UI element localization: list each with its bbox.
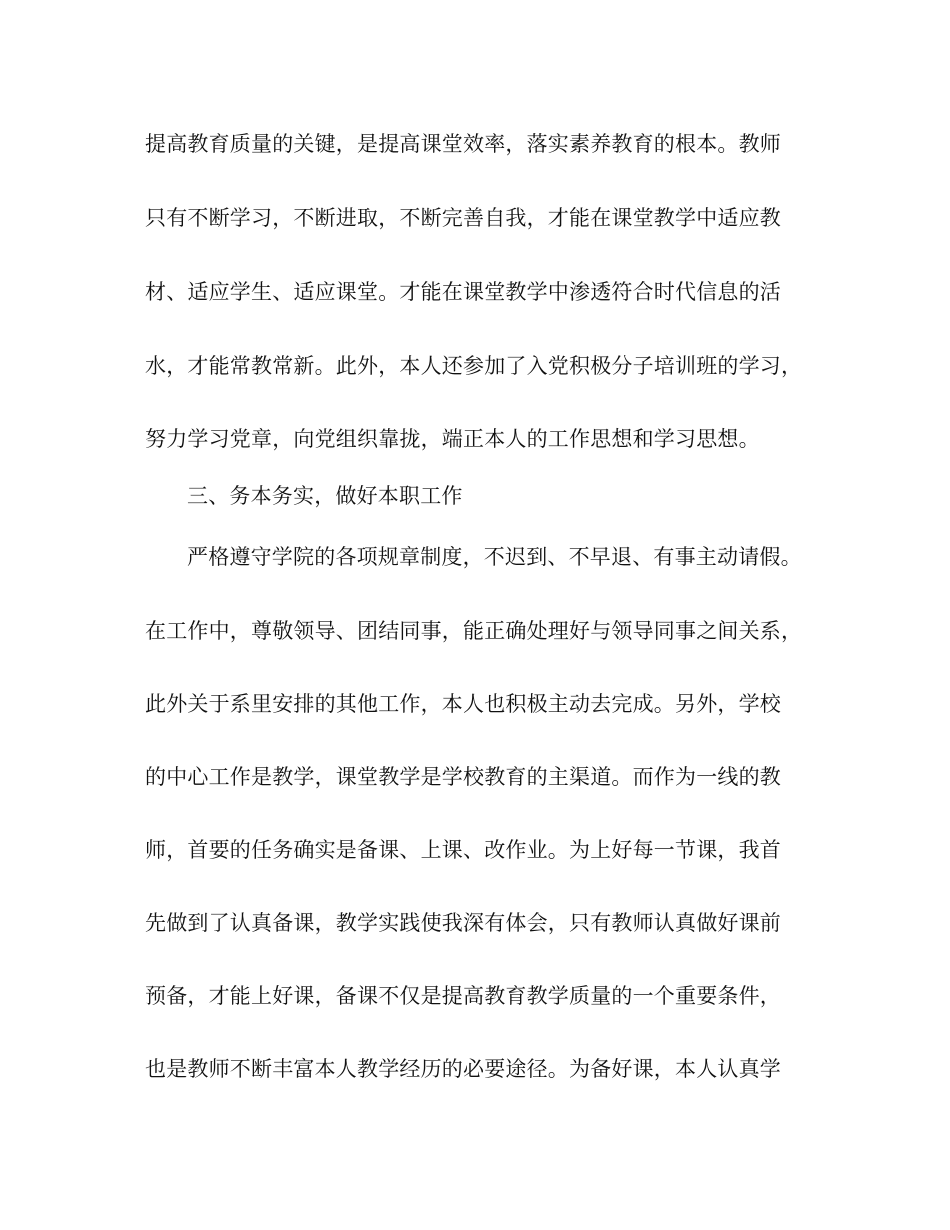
body-text-line: 也是教师不断丰富本人教学经历的必要途径。为备好课，本人认真学	[145, 1057, 781, 1081]
body-text-line: 努力学习党章，向党组织靠拢，端正本人的工作思想和学习思想。	[145, 427, 760, 451]
section-heading: 三、务本务实，做好本职工作	[187, 484, 463, 508]
body-text-line: 在工作中，尊敬领导、团结同事，能正确处理好与领导同事之间关系，	[145, 619, 803, 643]
body-text-line: 的中心工作是教学，课堂教学是学校教育的主渠道。而作为一线的教	[145, 765, 781, 789]
body-text-line: 材、适应学生、适应课堂。才能在课堂教学中渗透符合时代信息的活	[145, 280, 781, 304]
body-text-line: 水，才能常教常新。此外，本人还参加了入党积极分子培训班的学习，	[145, 354, 803, 378]
body-text-line: 预备，才能上好课，备课不仅是提高教育教学质量的一个重要条件，	[145, 984, 781, 1008]
body-text-line: 只有不断学习，不断进取，不断完善自我，才能在课堂教学中适应教	[145, 206, 781, 230]
body-text-line: 师，首要的任务确实是备课、上课、改作业。为上好每一节课，我首	[145, 838, 781, 862]
paragraph-first-line: 严格遵守学院的各项规章制度，不迟到、不早退、有事主动请假。	[187, 545, 802, 569]
body-text-line: 提高教育质量的关键，是提高课堂效率，落实素养教育的根本。教师	[145, 132, 781, 156]
body-text-line: 此外关于系里安排的其他工作，本人也积极主动去完成。另外，学校	[145, 692, 781, 716]
body-text-line: 先做到了认真备课，教学实践使我深有体会，只有教师认真做好课前	[145, 911, 781, 935]
